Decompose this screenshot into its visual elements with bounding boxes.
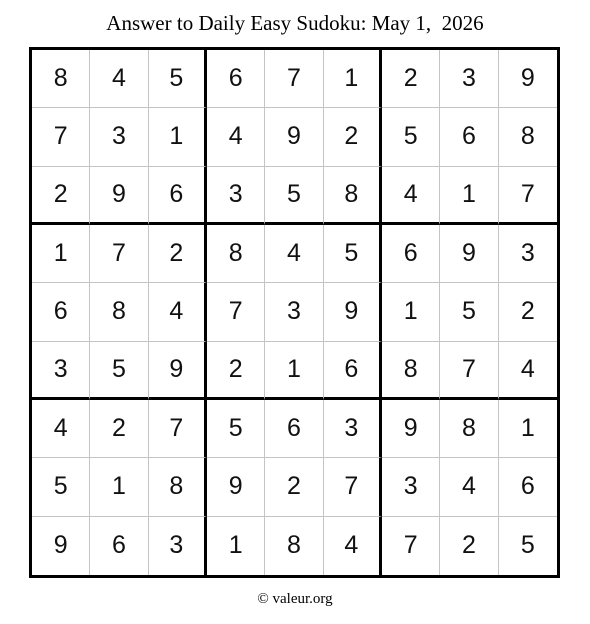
sudoku-cell: 4: [324, 517, 382, 575]
sudoku-cell: 3: [382, 458, 440, 516]
sudoku-cell: 5: [440, 283, 498, 341]
sudoku-cell: 6: [207, 50, 265, 108]
sudoku-cell: 2: [499, 283, 557, 341]
sudoku-cell: 6: [265, 400, 323, 458]
sudoku-cell: 9: [90, 167, 148, 225]
sudoku-cell: 9: [440, 225, 498, 283]
sudoku-cell: 9: [149, 342, 207, 400]
sudoku-cell: 4: [207, 108, 265, 166]
sudoku-cell: 1: [90, 458, 148, 516]
sudoku-cell: 7: [382, 517, 440, 575]
sudoku-cell: 5: [32, 458, 90, 516]
sudoku-cell: 3: [324, 400, 382, 458]
sudoku-cell: 7: [207, 283, 265, 341]
sudoku-cell: 4: [499, 342, 557, 400]
sudoku-cell: 9: [265, 108, 323, 166]
sudoku-cell: 2: [265, 458, 323, 516]
sudoku-cell: 5: [520, 531, 535, 560]
sudoku-cell: 6: [32, 283, 90, 341]
sudoku-cell: 4: [32, 400, 90, 458]
sudoku-cell: 7: [265, 50, 323, 108]
sudoku-cell: 4: [382, 167, 440, 225]
sudoku-cell: 3: [207, 167, 265, 225]
sudoku-cell: 3: [32, 342, 90, 400]
sudoku-cell: 8: [32, 50, 90, 108]
sudoku-cell: 8: [382, 342, 440, 400]
page-title: Answer to Daily Easy Sudoku: May 1, 2026: [106, 11, 484, 35]
sudoku-cell: 7: [440, 342, 498, 400]
sudoku-cell: 1: [149, 108, 207, 166]
sudoku-cell: 4: [90, 50, 148, 108]
sudoku-board: [29, 47, 560, 578]
sudoku-cell: 5: [382, 108, 440, 166]
sudoku-cell: 3: [90, 108, 148, 166]
sudoku-cell: 1: [324, 50, 382, 108]
sudoku-cell: 2: [90, 400, 148, 458]
sudoku-cell: 7: [324, 458, 382, 516]
sudoku-cell: 6: [382, 225, 440, 283]
sudoku-cell: 3: [440, 50, 498, 108]
sudoku-cell: 5: [324, 225, 382, 283]
sudoku-cell: 9: [324, 283, 382, 341]
sudoku-cell: 8: [90, 283, 148, 341]
sudoku-cell: 9: [382, 400, 440, 458]
sudoku-cell: 8: [207, 225, 265, 283]
sudoku-cell: 6: [90, 517, 148, 575]
sudoku-cell: 8: [499, 108, 557, 166]
sudoku-cell: 6: [440, 108, 498, 166]
sudoku-cell: 8: [149, 458, 207, 516]
sudoku-cell: 3: [499, 225, 557, 283]
sudoku-cell: 5: [149, 50, 207, 108]
sudoku-cell: 2: [324, 108, 382, 166]
sudoku-cell: 5: [207, 400, 265, 458]
sudoku-cell: 9: [499, 50, 557, 108]
sudoku-cell: 1: [32, 225, 90, 283]
copyright-footer: © valeur.org: [257, 591, 333, 607]
sudoku-cell: 3: [149, 517, 207, 575]
sudoku-cell: 2: [207, 342, 265, 400]
sudoku-cell: 1: [440, 167, 498, 225]
sudoku-cell: 4: [265, 225, 323, 283]
sudoku-cell: 1: [499, 400, 557, 458]
sudoku-cell: 7: [149, 400, 207, 458]
sudoku-cell: 6: [324, 342, 382, 400]
sudoku-cell: 2: [382, 50, 440, 108]
sudoku-cell: 7: [90, 225, 148, 283]
sudoku-cell: 9: [207, 458, 265, 516]
sudoku-cell: 5: [90, 342, 148, 400]
sudoku-cell: 2: [32, 167, 90, 225]
sudoku-cell: 6: [149, 167, 207, 225]
sudoku-cell: 8: [440, 400, 498, 458]
sudoku-cell: 7: [499, 167, 557, 225]
sudoku-cell: 3: [265, 283, 323, 341]
sudoku-cell: 7: [32, 108, 90, 166]
sudoku-cell: 6: [499, 458, 557, 516]
sudoku-cell: 5: [265, 167, 323, 225]
sudoku-cell: 9: [32, 517, 90, 575]
sudoku-cell: 2: [149, 225, 207, 283]
sudoku-cell: 8: [265, 517, 323, 575]
sudoku-cell: 1: [382, 283, 440, 341]
sudoku-cell: 2: [440, 517, 498, 575]
sudoku-cell: 4: [440, 458, 498, 516]
sudoku-cell: 1: [207, 517, 265, 575]
sudoku-cell: 1: [265, 342, 323, 400]
sudoku-cell: 4: [149, 283, 207, 341]
sudoku-cell: 8: [324, 167, 382, 225]
